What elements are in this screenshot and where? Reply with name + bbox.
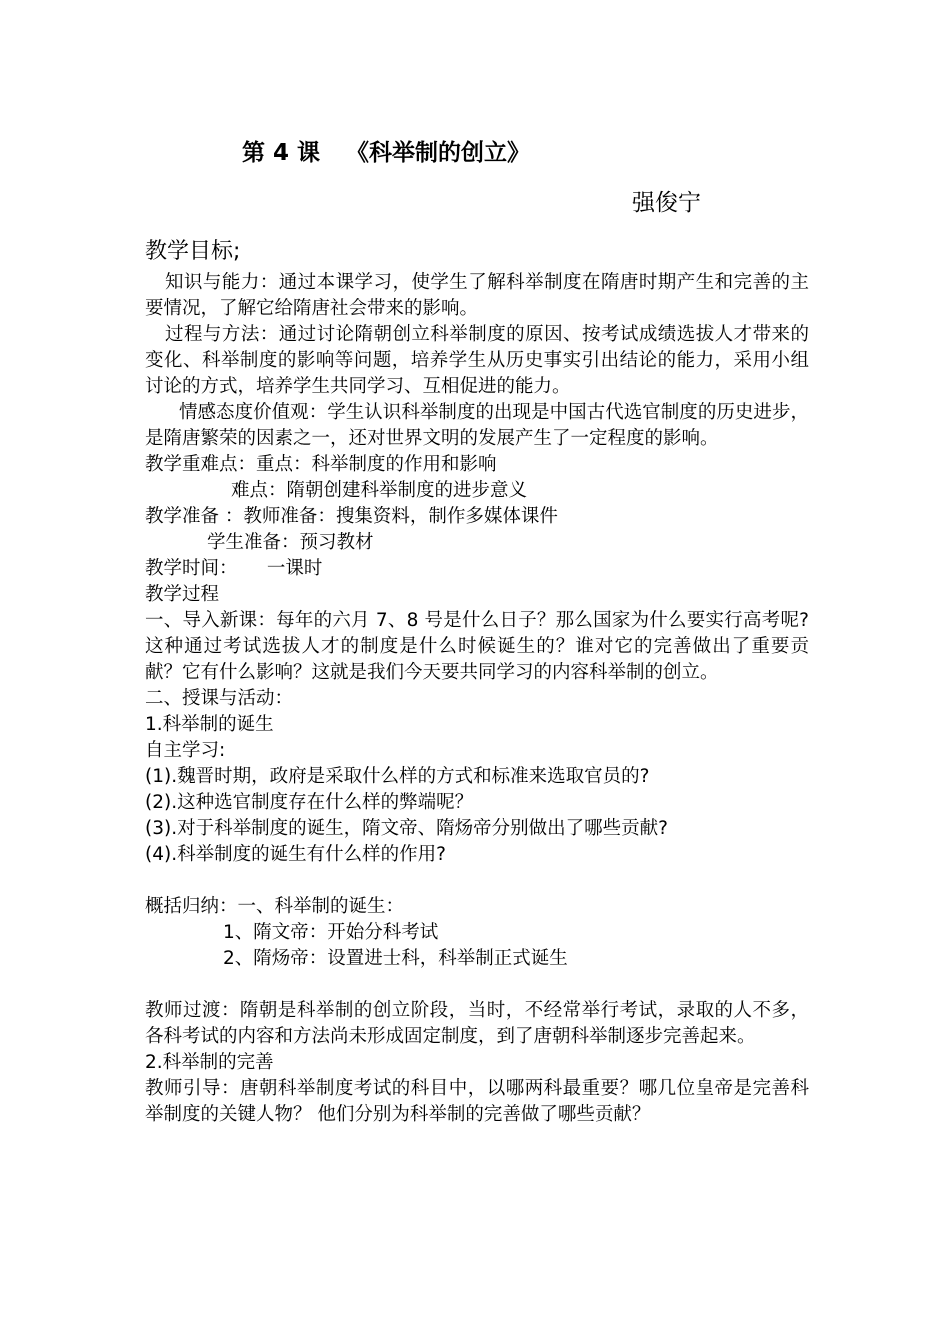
preparation-student: 学生准备：预习教材 [207, 532, 374, 553]
lesson-title [242, 134, 530, 167]
objective-knowledge: 知识与能力：通过本课学习，使学生了解科举制度在隋唐时期产生和完善的主要情况，了解它给隋唐社会带来的影响。 [145, 272, 809, 319]
question-item: (4).科举制度的诞生有什么样的作用? [145, 844, 446, 865]
process-heading: 教学过程 [145, 584, 220, 605]
lesson-name: 《科举制的创立》 [346, 140, 531, 166]
objectives-heading: 教学目标; [145, 239, 241, 264]
blank-line [145, 972, 809, 998]
objective-emotion: 情感态度价值观：学生认识科举制度的出现是中国古代选官制度的历史进步，是隋唐繁荣的因素之一，还对世界文明的发展产生了一定程度的影响。 [145, 402, 809, 449]
transition-paragraph: 教师过渡：隋朝是科举制的创立阶段，当时，不经常举行考试，录取的人不多，各科考试的内容和方法尚未形成固定制度，到了唐朝科举制逐步完善起来。 [145, 1000, 809, 1047]
guide-paragraph: 教师引导：唐朝科举制度考试的科目中，以哪两科最重要？哪几位皇帝是完善科举制度的关键人物？ 他们分别为科举制的完善做了哪些贡献？ [145, 1078, 809, 1125]
section-two-heading: 二、授课与活动： [145, 688, 294, 709]
subsection-perfection: 2.科举制的完善 [145, 1052, 274, 1073]
question-item: (1).魏晋时期，政府是采取什么样的方式和标准来选取官员的? [145, 766, 650, 787]
lesson-body [145, 270, 809, 1128]
summary-item: 1、隋文帝：开始分科考试 [223, 922, 439, 943]
objective-process: 过程与方法：通过讨论隋朝创立科举制度的原因、按考试成绩选拔人才带来的变化、科举制度的影响等问题，培养学生从历史事实引出结论的能力，采用小组讨论的方式，培养学生共同学习、互相促进的能力。 [145, 324, 809, 397]
key-points-line: 教学重难点：重点：科举制度的作用和影响 [145, 454, 497, 475]
subsection-birth: 1.科举制的诞生 [145, 714, 274, 735]
teaching-time: 教学时间： 一课时 [145, 558, 323, 579]
self-study-label: 自主学习: [145, 740, 226, 761]
summary-heading: 概括归纳：一、科举制的诞生： [145, 896, 405, 917]
intro-paragraph: 一、导入新课：每年的六月 7、8 号是什么日子？那么国家为什么要实行高考呢?这种通过考试选拔人才的制度是什么时候诞生的？谁对它的完善做出了重要贡献？它有什么影响？这就是我们今天要共同学习的内容科举制的创立。 [145, 610, 809, 683]
question-item: (3).对于科举制度的诞生，隋文帝、隋炀帝分别做出了哪些贡献? [145, 818, 668, 839]
blank-line [145, 868, 809, 894]
lesson-number: 第 4 课 [242, 140, 321, 166]
question-item: (2).这种选官制度存在什么样的弊端呢？ [145, 792, 474, 813]
difficult-points-line: 难点：隋朝创建科举制度的进步意义 [231, 480, 528, 501]
author-name: 强俊宁 [632, 190, 701, 216]
summary-item: 2、隋炀帝：设置进士科，科举制正式诞生 [223, 948, 568, 969]
preparation-teacher: 教学准备 ：教师准备：搜集资料，制作多媒体课件 [145, 506, 558, 527]
